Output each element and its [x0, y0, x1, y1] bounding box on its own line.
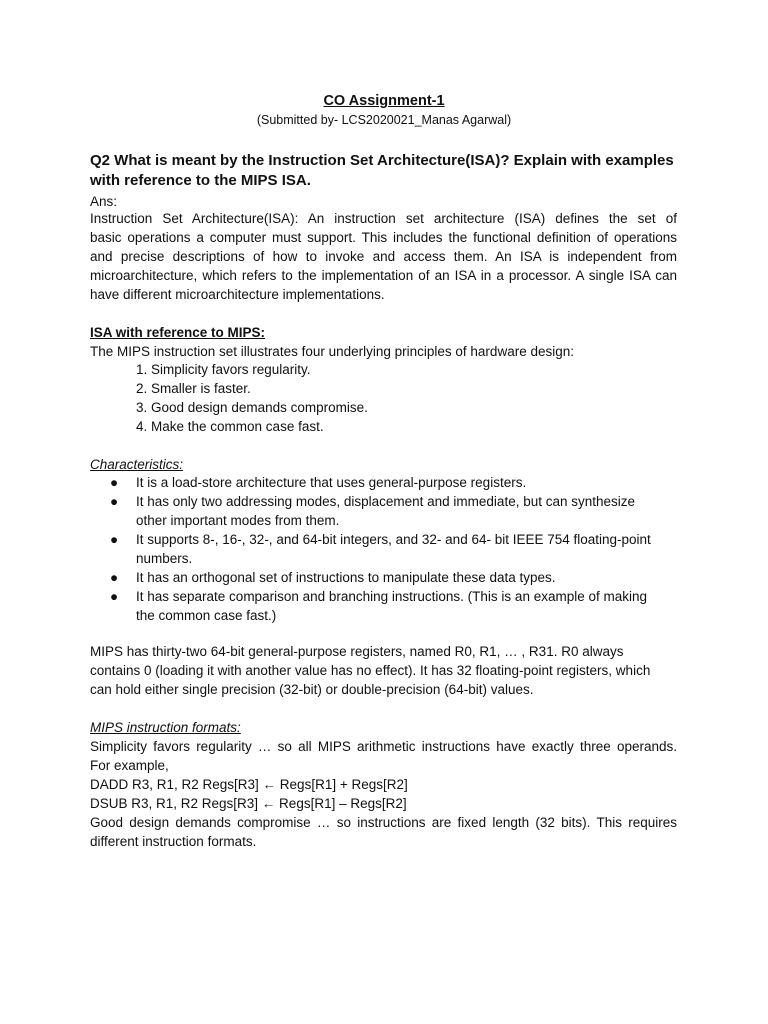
mips-section-heading: ISA with reference to MIPS: [90, 325, 266, 340]
characteristics-list [110, 473, 670, 625]
paragraph-line: MIPS has thirty-two 64-bit general-purpose registers, named R0, R1, … , R31. R0 always [90, 644, 624, 659]
bullet-icon: ● [110, 570, 119, 585]
registers-paragraph [90, 642, 677, 699]
example-dsub: DSUB R3, R1, R2 Regs[R3] ← Regs[R1] – Regs[R2] [90, 796, 407, 811]
answer-label: Ans: [90, 194, 118, 209]
paragraph-line: contains 0 (loading it with another value has no effect). It has 32 floating-point registers, which [90, 663, 651, 678]
bullet-icon: ● [110, 532, 119, 547]
formats-paragraph [90, 737, 677, 851]
list-item: ● It has separate comparison and branching instructions. (This is an example of making the common case fast.) [110, 589, 648, 623]
list-item: ● It supports 8-, 16-, 32-, and 64-bit integers, and 32- and 64- bit IEEE 754 floating-point numbers. [110, 532, 651, 566]
bullet-icon: ● [110, 475, 119, 490]
list-item: 1. Simplicity favors regularity. [136, 362, 311, 377]
list-item: ● It has only two addressing modes, displacement and immediate, but can synthesize other important modes from them. [110, 494, 636, 528]
question-heading: Q2 What is meant by the Instruction Set Architecture(ISA)? Explain with examples with reference to the MIPS ISA. [90, 152, 674, 189]
paragraph-line: have different microarchitecture implementations. [90, 287, 385, 302]
isa-definition-paragraph [90, 209, 677, 304]
list-item: ● It is a load-store architecture that uses general-purpose registers. [110, 475, 527, 490]
example-dadd: DADD R3, R1, R2 Regs[R3] ← Regs[R1] + Regs[R2] [90, 777, 408, 792]
list-item: 2. Smaller is faster. [136, 381, 251, 396]
paragraph-line: Simplicity favors regularity … so all MIPS arithmetic instructions have exactly three operands. [90, 739, 677, 754]
mips-intro: The MIPS instruction set illustrates four underlying principles of hardware design: [90, 344, 574, 359]
paragraph-line: For example, [90, 758, 169, 773]
formats-heading: MIPS instruction formats: [90, 720, 241, 735]
paragraph-line: basic operations a computer must support. This includes the functional definition of operations [90, 230, 677, 245]
page-subtitle: (Submitted by- LCS2020021_Manas Agarwal) [256, 113, 512, 127]
paragraph-line: can hold either single precision (32-bit) or double-precision (64-bit) values. [90, 682, 534, 697]
bullet-icon: ● [110, 589, 119, 604]
characteristics-heading: Characteristics: [90, 457, 184, 472]
page-title: CO Assignment-1 [323, 93, 445, 109]
paragraph-line: microarchitecture, which refers to the implementation of an ISA in a processor. A single ISA can [90, 268, 677, 283]
paragraph-line: Instruction Set Architecture(ISA): An instruction set architecture (ISA) defines the set of [90, 211, 677, 226]
list-item: 3. Good design demands compromise. [136, 400, 368, 415]
paragraph-line: Good design demands compromise … so instructions are fixed length (32 bits). This requires [90, 815, 677, 830]
bullet-icon: ● [110, 494, 119, 509]
list-item: ● It has an orthogonal set of instructions to manipulate these data types. [110, 570, 556, 585]
paragraph-line: different instruction formats. [90, 834, 257, 849]
list-item: 4. Make the common case fast. [136, 419, 324, 434]
principles-list [136, 360, 368, 436]
paragraph-line: and precise descriptions of how to invoke and access them. An ISA is independent from [90, 249, 677, 264]
